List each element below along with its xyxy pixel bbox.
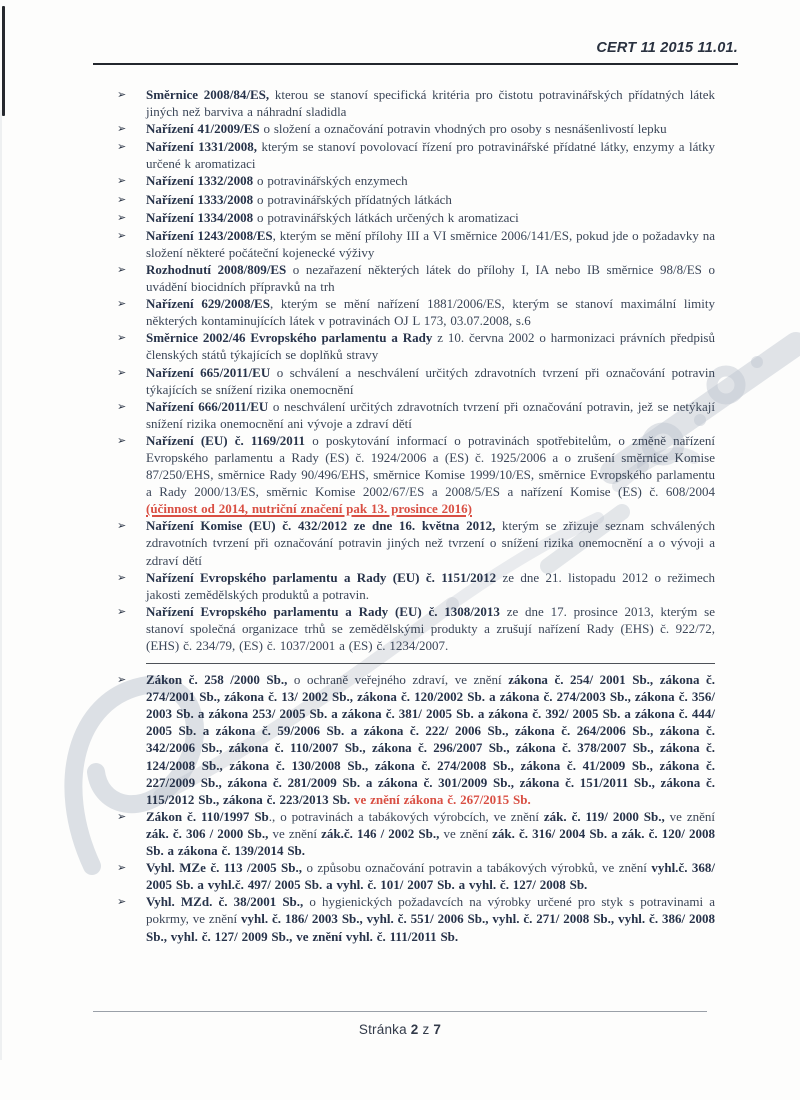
scan-edge-artifact bbox=[2, 6, 5, 116]
list-item-text: Nařízení Evropského parlamentu a Rady (EU) č. 1308/2013 ze dne 17. prosince 2013, kterým se stanoví společná organizace trhů se zemědělskými produkty a zrušují nařízení Rady (EHS) č. 922/72, (EHS) č. 234/79, (ES) č. 1037/2001 a (ES) č. 1234/2007. bbox=[146, 603, 715, 653]
list-item-text: Nařízení 1333/2008 o potravinářských přídatných látkách bbox=[146, 191, 452, 207]
list-item-text: Rozhodnutí 2008/809/ES o nezařazení některých látek do přílohy I, IA nebo IB směrnice 98/8/ES o uvádění biocidních přípravků na trh bbox=[146, 261, 715, 295]
bullet-arrow-icon: ➢ bbox=[117, 332, 127, 345]
list-item-text: Nařízení 1243/2008/ES, kterým se mění přílohy III a VI směrnice 2006/141/ES, pokud jde o požadavky na složení některé počáteční kojenecké výživy bbox=[146, 227, 715, 260]
list-item-text: Nařízení (EU) č. 1169/2011 o poskytování informací o potravinách spotřebitelům, o změně nařízení Evropského parlamentu a Rady (ES) č. 1924/2006 a (ES) č. 1925/2006 a o zrušení směrnice Komise 87/250/EHS, směrnice Rady 90/496/EHS, směrnice Komise 1999/10/ES, směrnice Evropského parlamentu a Rady 2000/13/ES, směrnic Komise 2002/67/ES a 2008/5/ES a nařízení Komise (ES) č. 608/2004 (účinnost od 2014, nutriční značení pak 13. prosince 2016) bbox=[146, 432, 715, 517]
list-item-text: Nařízení 666/2011/EU o neschválení určitých zdravotních tvrzení při označování potravin, jež se netýkají snížení rizika onemocnění ani vývoje a zdraví dětí bbox=[146, 398, 715, 431]
footer-rule bbox=[93, 1011, 707, 1012]
list-item-text: Nařízení Komise (EU) č. 432/2012 ze dne 16. května 2012, kterým se zřizuje seznam schválených zdravotních tvrzení při označování potravin jiných než tvrzení o snížení rizika onemocnění a o vývoji a zdraví dětí bbox=[146, 518, 715, 568]
list-item-text: Vyhl. MZe č. 113 /2005 Sb., o způsobu označování potravin a tabákových výrobků, ve znění vyhl.č. 368/ 2005 Sb. a vyhl.č. 497/ 2005 Sb. a vyhl. č. 101/ 2007 Sb. a vyhl. č. 127/ 2008 Sb. bbox=[146, 860, 715, 893]
section-divider bbox=[146, 663, 715, 664]
list-item bbox=[117, 671, 715, 808]
bullet-arrow-icon: ➢ bbox=[117, 400, 127, 413]
bullet-arrow-icon: ➢ bbox=[117, 263, 127, 276]
list-item bbox=[117, 329, 715, 363]
bullet-arrow-icon: ➢ bbox=[117, 520, 127, 533]
list-item bbox=[117, 172, 715, 190]
bullet-arrow-icon: ➢ bbox=[117, 211, 127, 224]
list-item bbox=[117, 261, 715, 295]
list-item bbox=[117, 432, 715, 517]
list-item-text: Nařízení Evropského parlamentu a Rady (EU) č. 1151/2012 ze dne 21. listopadu 2012 o režimech jakosti zemědělských produktů a potravin. bbox=[146, 569, 716, 602]
bullet-arrow-icon: ➢ bbox=[117, 298, 127, 311]
list-item-text: Zákon č. 110/1997 Sb., o potravinách a tabákových výrobcích, ve znění zák. č. 119/ 2000 Sb., ve znění zák. č. 306 / 2000 Sb., ve znění zák.č. 146 / 2002 Sb., ve znění zák. č. 316/ 2004 Sb. a zák. č. 120/ 2008 Sb. a zákona č. 139/2014 Sb. bbox=[146, 808, 715, 859]
regulation-list-national bbox=[117, 671, 715, 945]
document-code: CERT 11 2015 11.01. bbox=[596, 40, 738, 56]
bullet-arrow-icon: ➢ bbox=[117, 89, 127, 101]
bullet-arrow-icon: ➢ bbox=[117, 605, 127, 618]
bullet-arrow-icon: ➢ bbox=[117, 193, 127, 206]
list-item-text: Nařízení 629/2008/ES, kterým se mění nařízení 1881/2006/ES, kterým se stanoví maximální limity některých kontaminujících látek v potravinách OJ L 173, 03.07.2008, s.6 bbox=[146, 296, 715, 329]
bullet-arrow-icon: ➢ bbox=[117, 896, 127, 909]
scan-edge-faint bbox=[0, 110, 2, 1060]
list-item bbox=[117, 364, 715, 398]
list-item bbox=[117, 517, 715, 568]
list-item bbox=[117, 86, 715, 120]
list-item-text: Nařízení 1332/2008 o potravinářských enzymech bbox=[146, 173, 408, 189]
regulation-list-eu bbox=[117, 86, 715, 654]
list-item bbox=[117, 603, 715, 654]
list-item bbox=[117, 295, 715, 329]
list-item-text: Nařízení 41/2009/ES o složení a označování potravin vhodných pro osoby s nesnášenlivostí lepku bbox=[146, 121, 667, 137]
bullet-arrow-icon: ➢ bbox=[117, 862, 127, 875]
bullet-arrow-icon: ➢ bbox=[117, 175, 127, 188]
bullet-arrow-icon: ➢ bbox=[117, 434, 127, 447]
list-item bbox=[117, 893, 715, 944]
list-item-text: Zákon č. 258 /2000 Sb., o ochraně veřejného zdraví, ve znění zákona č. 254/ 2001 Sb., zákona č. 274/2001 Sb., zákona č. 13/ 2002 Sb., zákona č. 120/2002 Sb. a zákona č. 274/2003 Sb., zákona č. 356/ 2003 Sb. a zákona 253/ 2005 Sb. a zákona č. 381/ 2005 Sb. a zákona č. 392/ 2005 Sb. a zákona č. 444/ 2005 Sb. a zákona č. 59/2006 Sb. a zákona č. 222/ 2006 Sb., zákona č. 264/2006 Sb., zákona č. 342/2006 Sb., zákona č. 110/2007 Sb., zákona č. 296/2007 Sb., zákona č. 378/2007 Sb., zákona č. 124/2008 Sb., zákona č. 130/2008 Sb., zákona č. 274/2008 Sb., zákona č. 41/2009 Sb., zákona č. 227/2009 Sb., zákona č. 281/2009 Sb. a zákona č. 301/2009 Sb., zákona č. 151/2011 Sb., zákona č. 115/2012 Sb., zákona č. 223/2013 Sb. ve znění zákona č. 267/2015 Sb. bbox=[146, 672, 716, 807]
list-item bbox=[117, 808, 715, 859]
bullet-arrow-icon: ➢ bbox=[117, 229, 127, 242]
bullet-arrow-icon: ➢ bbox=[117, 571, 127, 584]
header-rule bbox=[93, 63, 738, 65]
bullet-arrow-icon: ➢ bbox=[117, 123, 127, 136]
list-item bbox=[117, 120, 715, 138]
bullet-arrow-icon: ➢ bbox=[117, 366, 127, 379]
list-item-text: Nařízení 1334/2008 o potravinářských látkách určených k aromatizaci bbox=[146, 209, 519, 225]
document-body bbox=[117, 86, 715, 945]
list-item-text: Vyhl. MZd. č. 38/2001 Sb., o hygienických požadavcích na výrobky určené pro styk s potravinami a pokrmy, ve znění vyhl. č. 186/ 2003 Sb., vyhl. č. 551/ 2006 Sb., vyhl. č. 271/ 2008 Sb., vyhl. č. 386/ 2008 Sb., vyhl. č. 127/ 2009 Sb., ve znění vyhl. č. 111/2011 Sb. bbox=[146, 894, 716, 944]
footer-prefix: Stránka bbox=[358, 1022, 407, 1037]
page-footer bbox=[93, 1022, 707, 1037]
list-item bbox=[117, 859, 715, 893]
footer-separator: z bbox=[422, 1022, 430, 1037]
list-item-text: Směrnice 2002/46 Evropského parlamentu a Rady z 10. června 2002 o harmonizaci právních předpisů členských států týkajících se doplňků stravy bbox=[146, 330, 715, 363]
list-item-text: Nařízení 665/2011/EU o schválení a neschválení určitých zdravotních tvrzení při označování potravin týkajících se snížení rizika onemocnění bbox=[146, 364, 715, 397]
list-item bbox=[117, 227, 715, 261]
list-item bbox=[117, 209, 715, 227]
bullet-arrow-icon: ➢ bbox=[117, 674, 127, 687]
bullet-arrow-icon: ➢ bbox=[117, 141, 127, 154]
footer-page-number: 2 bbox=[410, 1022, 419, 1037]
footer-total-pages: 7 bbox=[433, 1022, 442, 1037]
list-item bbox=[117, 569, 715, 603]
bullet-arrow-icon: ➢ bbox=[117, 810, 127, 823]
list-item-text: Nařízení 1331/2008, kterým se stanoví povolovací řízení pro potravinářské přídatné látky, enzymy a látky určené k aromatizaci bbox=[146, 139, 716, 172]
list-item bbox=[117, 191, 715, 209]
list-item bbox=[117, 398, 715, 432]
list-item-text: Směrnice 2008/84/ES, kterou se stanoví specifická kritéria pro čistotu potravinářských přídatných látek jiných než barviva a náhradní sladidla bbox=[146, 87, 715, 120]
list-item bbox=[117, 138, 715, 172]
